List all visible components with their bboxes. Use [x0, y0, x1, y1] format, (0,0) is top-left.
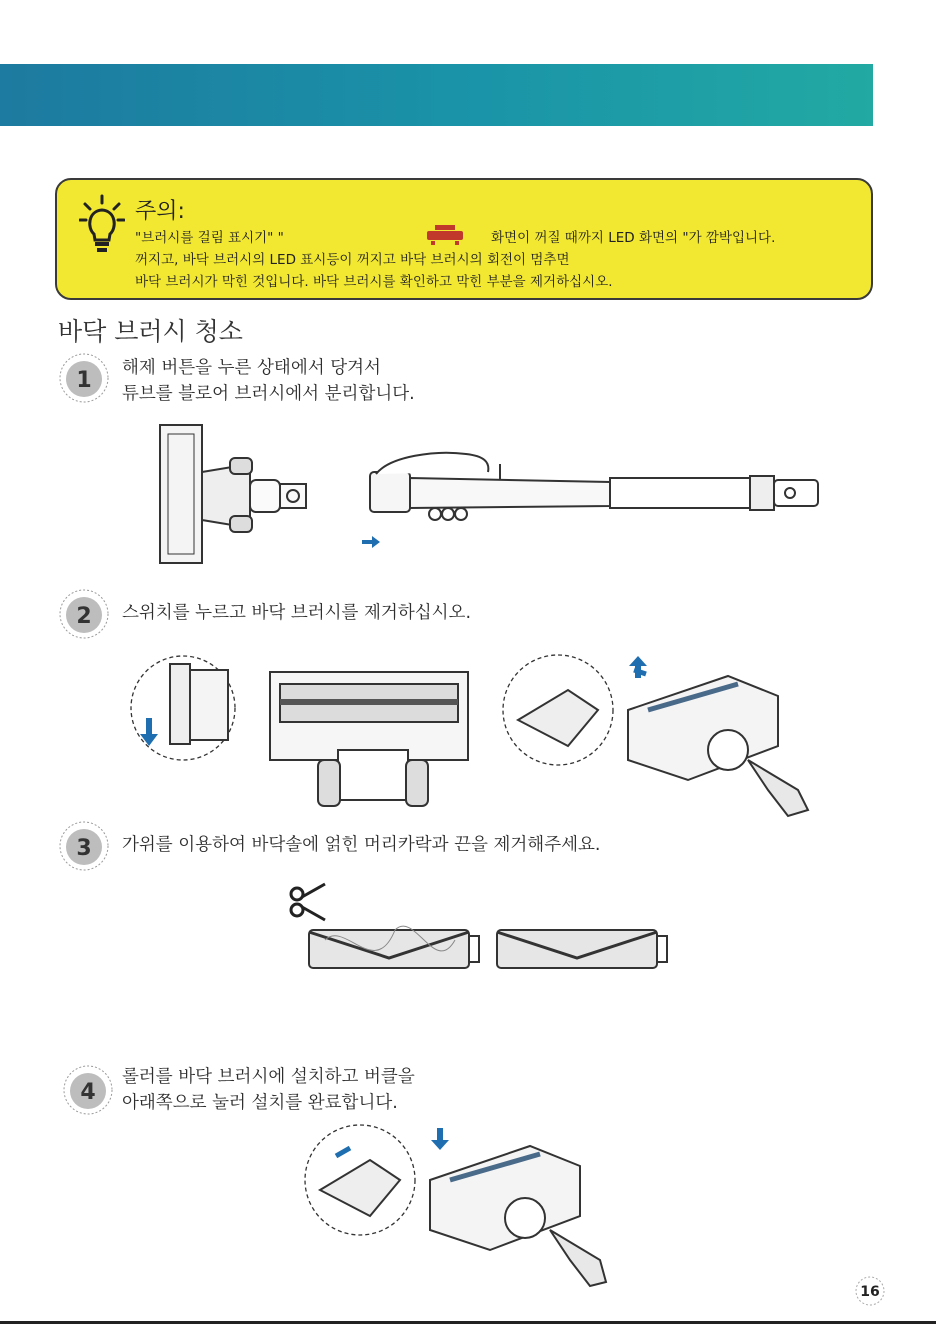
- step-3-number: 3: [76, 836, 92, 861]
- caution-title: 주의:: [135, 199, 185, 224]
- step-4-illustration: [300, 1120, 630, 1290]
- step-3-text: 가위를 이용하여 바닥솔에 얽힌 머리카락과 끈을 제거해주세요.: [122, 835, 601, 855]
- step-1-badge: [58, 352, 110, 404]
- caution-line-1a: "브러시를 걸림 표시기" ": [135, 230, 284, 246]
- step-1-number: 1: [76, 368, 92, 393]
- step-2-illustration: [128, 650, 828, 820]
- arrow-right-icon: [362, 536, 380, 548]
- step-2-number: 2: [76, 604, 92, 629]
- step-4-badge: [62, 1064, 114, 1116]
- page-number-badge: [842, 1274, 886, 1308]
- step-3-badge: [58, 820, 110, 872]
- step-1-text-2: 튜브를 블로어 브러시에서 분리합니다.: [122, 384, 415, 404]
- caution-line-2: 꺼지고, 바닥 브러시의 LED 표시등이 꺼지고 바닥 브러시의 회전이 멈추면: [135, 252, 570, 268]
- led-indicator-icon: [425, 224, 465, 246]
- step-4-text-1: 롤러를 바닥 브러시에 설치하고 버클을: [122, 1067, 415, 1087]
- step-3-illustration: [285, 880, 685, 980]
- arrow-rotate-icon: [336, 1148, 350, 1156]
- step-4-number: 4: [80, 1080, 96, 1105]
- caution-box: [55, 178, 873, 300]
- step-4-text-2: 아래쪽으로 눌러 설치를 완료합니다.: [122, 1093, 398, 1113]
- step-2-text: 스위치를 누르고 바닥 브러시를 제거하십시오.: [122, 603, 472, 623]
- lightbulb-icon: [79, 194, 125, 254]
- caution-line-3: 바닥 브러시가 막힌 것입니다. 바닥 브러시를 확인하고 막힌 부분을 제거하십시오.: [135, 274, 613, 290]
- arrow-down-icon: [431, 1128, 449, 1150]
- step-2-badge: [58, 588, 110, 640]
- scissors-icon: [291, 884, 325, 920]
- caution-line-1b: 화면이 꺼질 때까지 LED 화면의 "가 깜박입니다.: [491, 230, 776, 246]
- step-1-illustration: [150, 420, 840, 570]
- step-1-text-1: 해제 버튼을 누른 상태에서 당겨서: [122, 358, 381, 378]
- section-title: 바닥 브러시 청소: [58, 317, 243, 346]
- page-number: 16: [860, 1284, 880, 1300]
- header-banner: [0, 64, 873, 126]
